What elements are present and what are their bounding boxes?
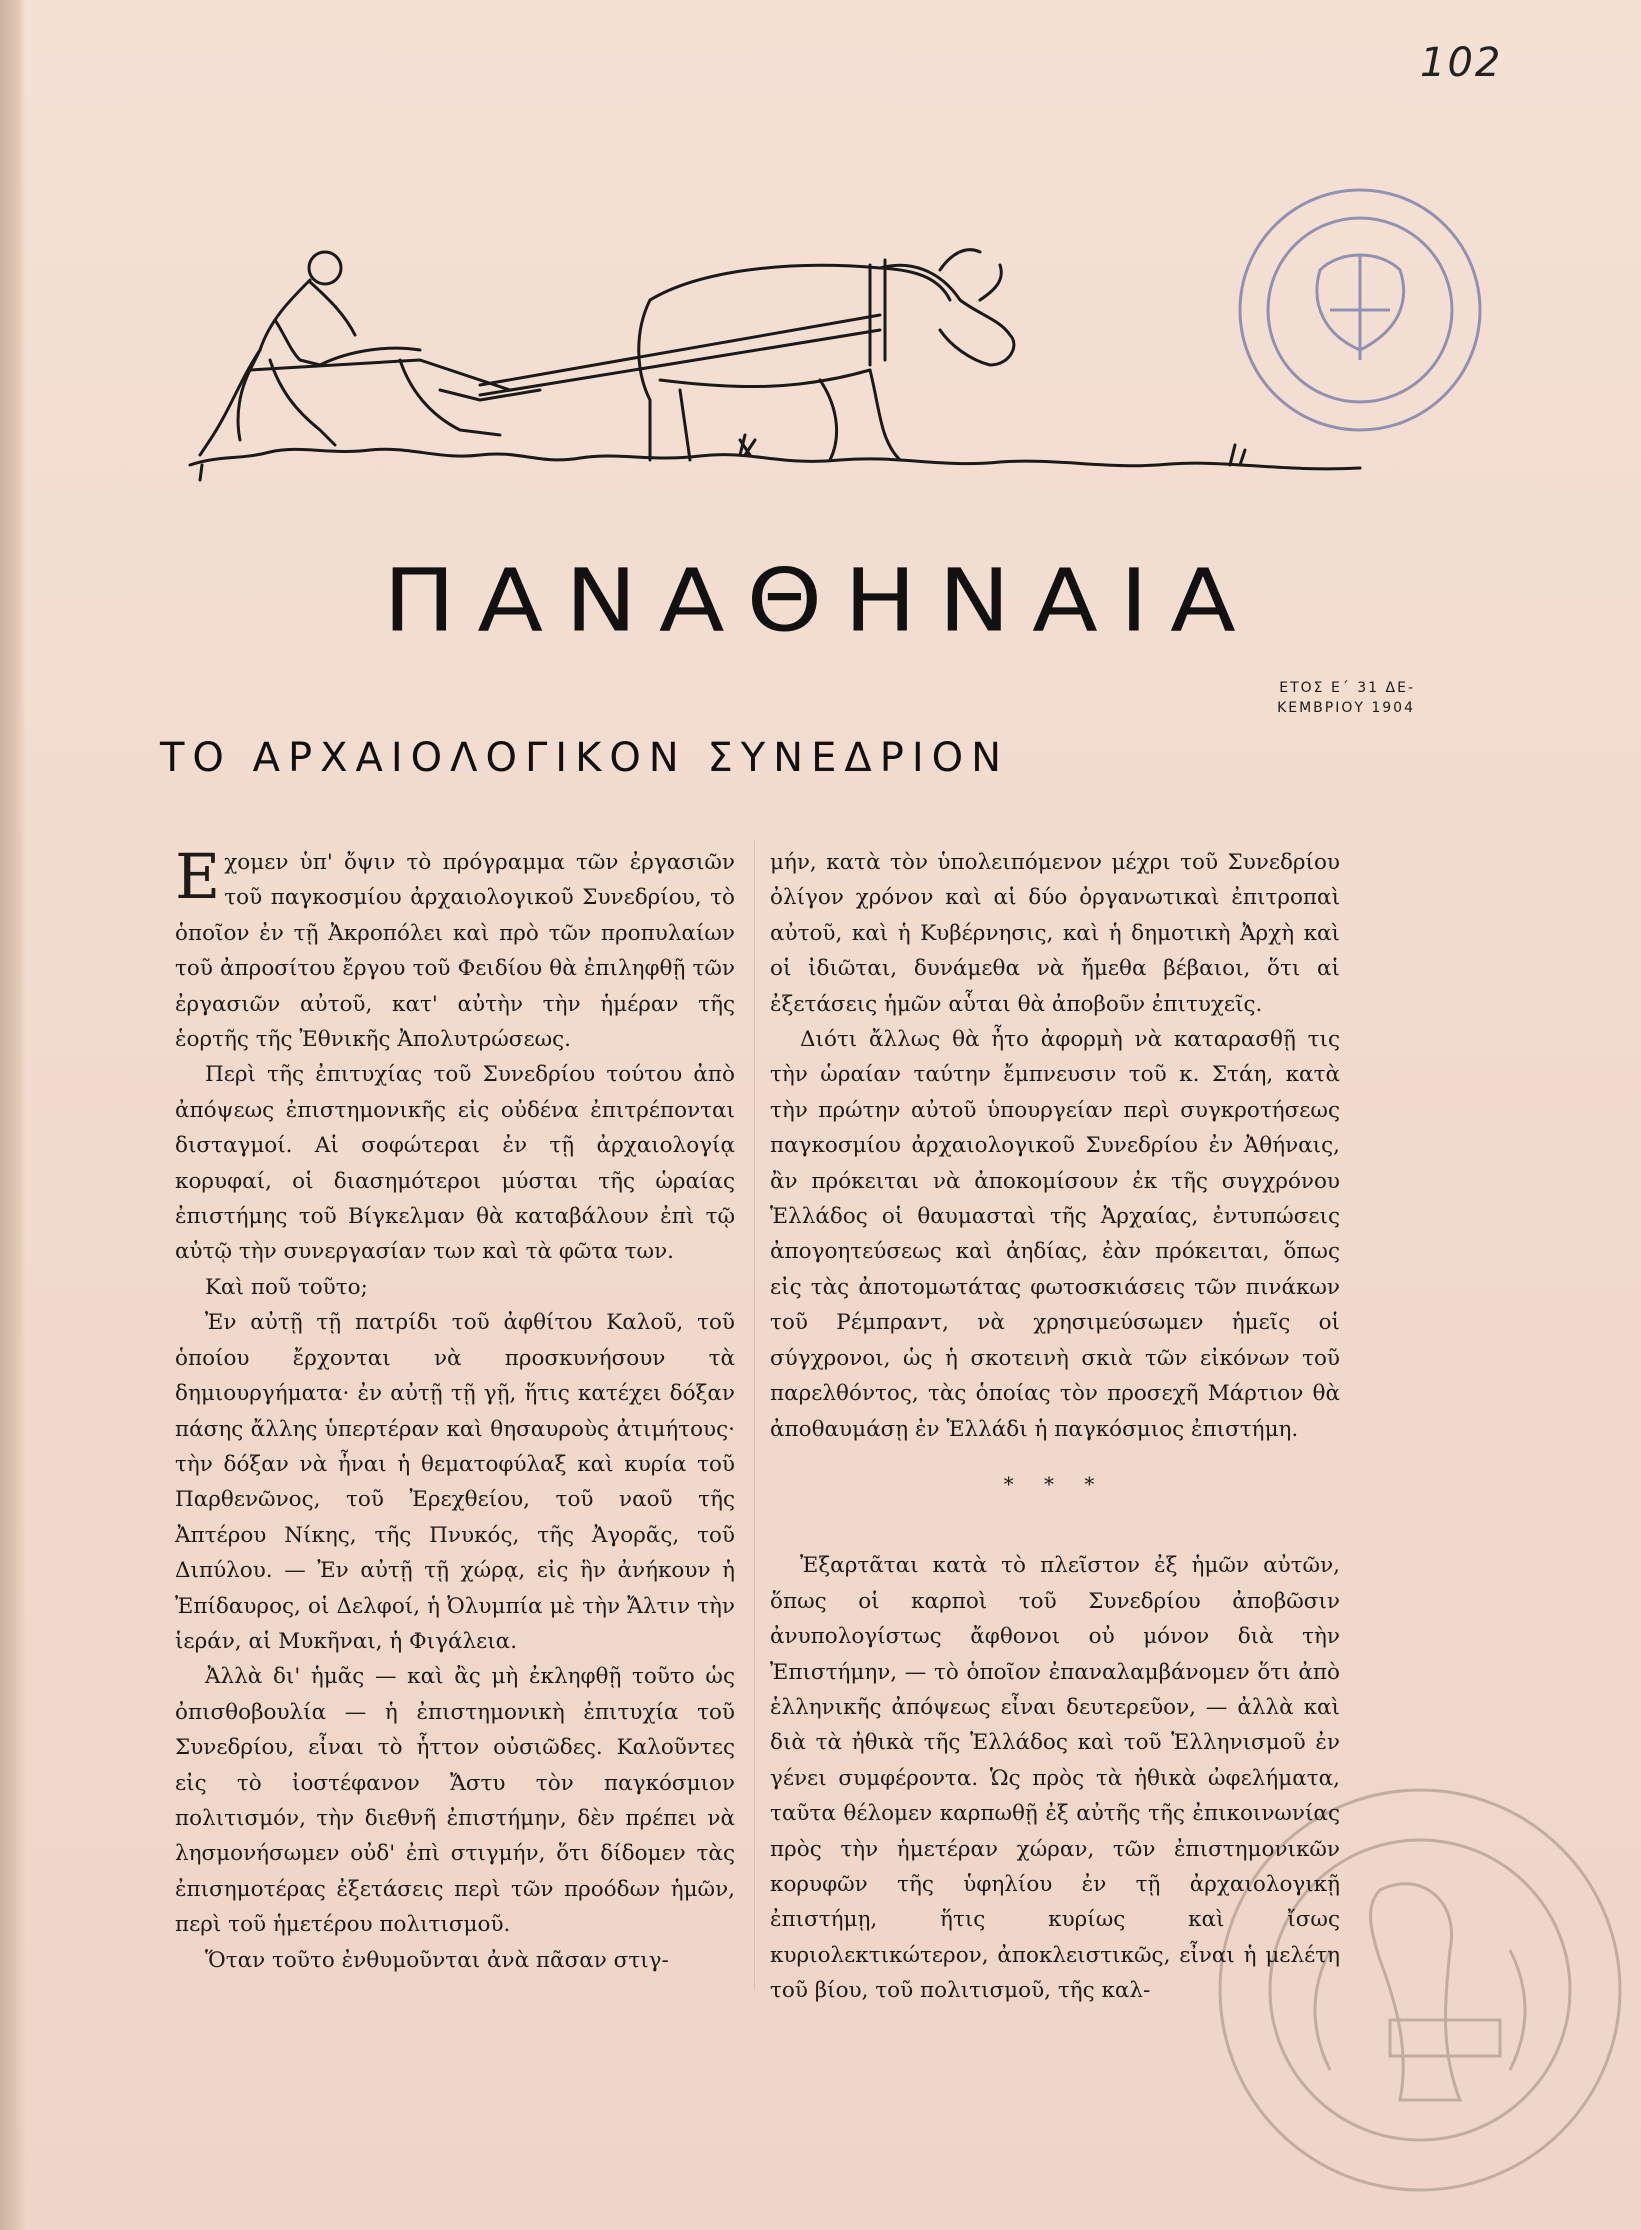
ploughman-with-ox-icon xyxy=(180,240,1380,520)
paragraph: Ὅταν τοῦτο ἐνθυμοῦνται ἀνὰ πᾶσαν στιγ- xyxy=(205,1947,669,1973)
page-number: 102 xyxy=(1420,40,1503,86)
article-column-left xyxy=(175,840,735,1978)
paragraph: Καὶ ποῦ τοῦτο; xyxy=(205,1274,368,1300)
column-divider xyxy=(754,840,755,1990)
paragraph: Περὶ τῆς ἐπιτυχίας τοῦ Συνεδρίου τούτου ἀπὸ ἀπόψεως ἐπιστημονικῆς εἰς οὐδένα ἐπιτρέπονται δισταγμοί. Αἱ σοφώτεραι ἐν τῇ ἀρχαιολογίᾳ κορυφαί, οἱ διασημότεροι μύσται τῆς ὡραίας ἐπιστήμης τοῦ Βίγκελμαν θὰ καταβάλουν ἐπὶ τῷ αὐτῷ τὴν συνεργασίαν των καὶ τὰ φῶτα των. xyxy=(175,1062,735,1265)
paragraph: Ἐν αὐτῇ τῇ πατρίδι τοῦ ἀφθίτου Καλοῦ, τοῦ ὁποίου ἔρχονται νὰ προσκυνήσουν τὰ δημιουργήματα· ἐν αὐτῇ τῇ γῇ, ἥτις κατέχει δόξαν πάσης ἄλλης ὑπερτέραν καὶ θησαυροὺς ἀτιμήτους· τὴν δόξαν νὰ ἦναι ἡ θεματοφύλαξ καὶ κυρία τοῦ Παρθενῶνος, τοῦ Ἐρεχθείου, τοῦ ναοῦ τῆς Ἀπτέρου Νίκης, τῆς Πνυκός, τῆς Ἀγορᾶς, τοῦ Διπύλου. — Ἐν αὐτῇ τῇ χώρᾳ, εἰς ἣν ἀνήκουν ἡ Ἐπίδαυρος, οἱ Δελφοί, ἡ Ὀλυμπία μὲ τὴν Ἄλτιν τὴν ἱεράν, αἱ Μυκῆναι, ἡ Φιγάλεια. xyxy=(175,1310,735,1654)
section-separator: * * * xyxy=(1003,1471,1107,1496)
issue-line-1: ΕΤΟΣ Ε΄ 31 ΔΕ- xyxy=(1279,680,1415,696)
paragraph: μήν, κατὰ τὸν ὑπολειπόμενον μέχρι τοῦ Συνεδρίου ὀλίγον χρόνον καὶ αἱ δύο ὀργανωτικαὶ ἐπιτροπαὶ αὐτοῦ, καὶ ἡ Κυβέρνησις, καὶ ἡ δημοτικὴ Ἀρχὴ καὶ οἱ ἰδιῶται, δυνάμεθα νὰ ἤμεθα βέβαιοι, ὅτι αἱ ἐξετάσεις ἡμῶν αὗται θὰ ἀποβοῦν ἐπιτυχεῖς. xyxy=(770,850,1340,1017)
article-title: ΤΟ ΑΡΧΑΙΟΛΟΓΙΚΟΝ ΣΥΝΕΔΡΙΟΝ xyxy=(160,735,1010,781)
paragraph: Ἐξαρτᾶται κατὰ τὸ πλεῖστον ἐξ ἡμῶν αὐτῶν, ὅπως οἱ καρποὶ τοῦ Συνεδρίου ἀποβῶσιν ἀνυπολογίστως ἄφθονοι οὐ μόνον διὰ τὴν Ἐπιστήμην, — τὸ ὁποῖον ἐπαναλαμβάνομεν ὅτι ἀπὸ ἑλληνικῆς ἀπόψεως εἶναι δευτερεῦον, — ἀλλὰ καὶ διὰ τὰ ἠθικὰ τῆς Ἑλλάδος καὶ τοῦ Ἑλληνισμοῦ ἐν γένει συμφέροντα. Ὡς πρὸς τὰ ἠθικὰ ὠφελήματα, ταῦτα θέλομεν καρπωθῇ ἐξ αὐτῆς τῆς ἐπικοινωνίας πρὸς τὴν ἡμετέραν χώραν, τῶν ἐπιστημονικῶν κορυφῶν τῆς ὑφηλίου ἐν τῇ ἀρχαιολογικῇ ἐπιστήμῃ, ἥτις κυρίως καὶ ἴσως κυριολεκτικώτερον, ἀποκλειστικῶς, εἶναι ἡ μελέτη τοῦ βίου, τοῦ πολιτισμοῦ, τῆς καλ- xyxy=(770,1553,1340,2004)
masthead-title: ΠΑΝΑΘΗΝΑΙΑ xyxy=(383,550,1258,652)
drop-cap: Ε xyxy=(175,840,221,913)
library-seal-icon xyxy=(1210,160,1510,460)
issue-line-2: ΚΕΜΒΡΙΟΥ 1904 xyxy=(1277,700,1415,716)
paragraph: Διότι ἄλλως θὰ ἦτο ἀφορμὴ νὰ καταρασθῇ τις τὴν ὡραίαν ταύτην ἔμπνευσιν τοῦ κ. Στάη, κατὰ τὴν πρώτην αὐτοῦ ὑπουργείαν περὶ συγκροτήσεως παγκοσμίου ἀρχαιολογικοῦ Συνεδρίου ἐν Ἀθήναις, ἂν πρόκειται νὰ ἀποκομίσουν ἐκ τῆς συγχρόνου Ἑλλάδος οἱ θαυμασταὶ τῆς Ἀρχαίας, ἐντυπώσεις ἀπογοητεύσεως καὶ ἀηδίας, ἐὰν πρόκειται, ὅπως εἰς τὰς ἀποτομωτάτας φωτοσκιάσεις τῶν πινάκων τοῦ Ρέμπραντ, νὰ χρησιμεύσωμεν ἡμεῖς οἱ σύγχρονοι, ὡς ἡ σκοτεινὴ σκιὰ τῶν εἰκόνων τοῦ παρελθόντος, τὰς ὁποίας τὸν προσεχῆ Μάρτιον θὰ ἀποθαυμάσῃ ἐν Ἑλλάδι ἡ παγκόσμιος ἐπιστήμη. xyxy=(770,1027,1340,1442)
issue-date xyxy=(1185,678,1415,718)
article-column-right xyxy=(770,845,1340,2009)
paragraph: Εχομεν ὑπ' ὄψιν τὸ πρόγραμμα τῶν ἐργασιῶν τοῦ παγκοσμίου ἀρχαιολογικοῦ Συνεδρίου, τὸ ὁποῖον ἐν τῇ Ἀκροπόλει καὶ πρὸ τῶν προπυλαίων τοῦ ἀπροσίτου ἔργου τοῦ Φειδίου θὰ ἐπιληφθῇ τῶν ἐργασιῶν αὐτοῦ, κατ' αὐτὴν τὴν ἡμέραν τῆς ἑορτῆς τῆς Ἐθνικῆς Ἀπολυτρώσεως. xyxy=(175,840,735,1053)
page-edge xyxy=(0,0,26,2230)
paragraph: Ἀλλὰ δι' ἡμᾶς — καὶ ἂς μὴ ἐκληφθῇ τοῦτο ὡς ὀπισθοβουλία — ἡ ἐπιστημονικὴ ἐπιτυχία τοῦ Συνεδρίου, εἶναι τὸ ἧττον οὐσιῶδες. Καλοῦντες εἰς τὸ ἰοστέφανον Ἄστυ τὸν παγκόσμιον πολιτισμόν, τὴν διεθνῆ ἐπιστήμην, δὲν πρέπει νὰ λησμονήσωμεν οὐδ' ἐπὶ στιγμήν, ὅτι δίδομεν τὰς ἐπισημοτέρας ἐξετάσεις περὶ τῶν προόδων ἡμῶν, περὶ τοῦ ἡμετέρου πολιτισμοῦ. xyxy=(175,1664,735,1938)
